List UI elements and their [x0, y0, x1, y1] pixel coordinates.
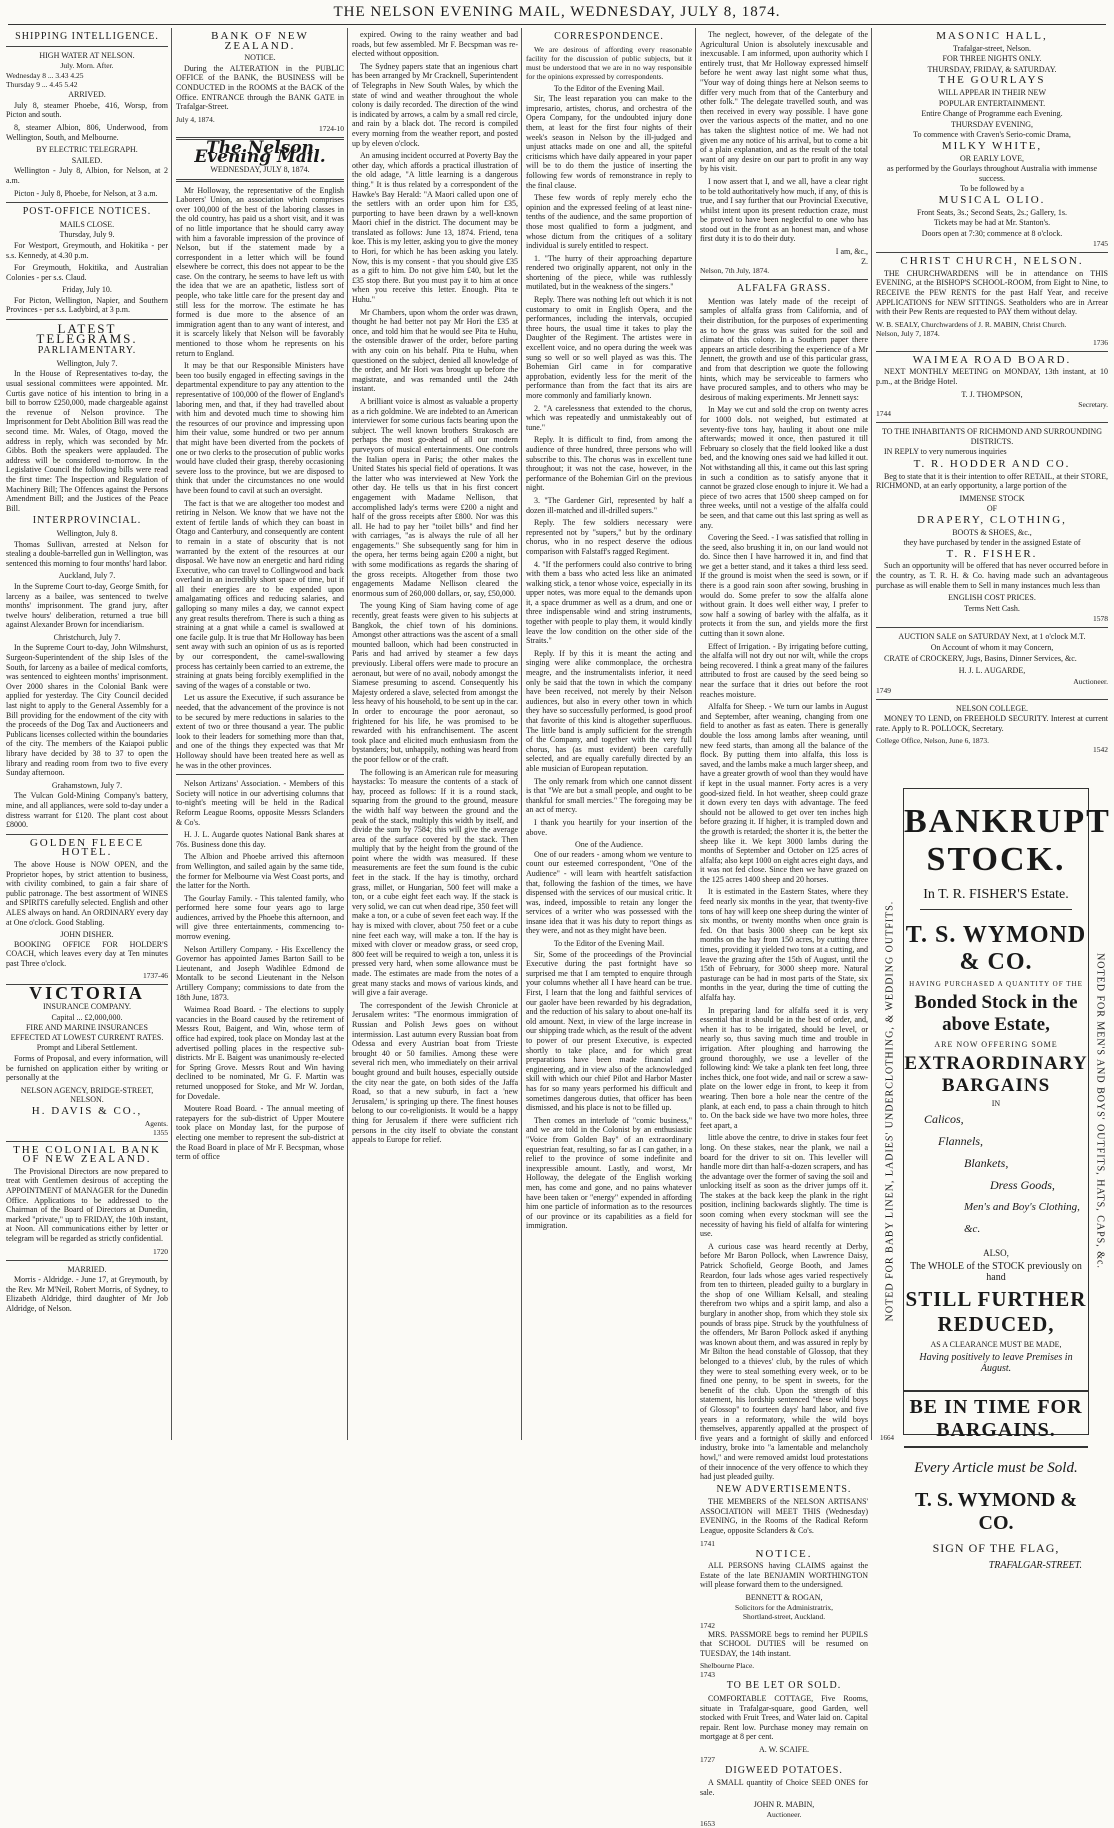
- ad-signature: A. W. SCAIFE.: [758, 1744, 809, 1754]
- paragraph: Morris - Aldridge. - June 17, at Greymouth, by the Rev. Mr M'Neil, Robert Morris, of Sydney, to Elizabeth Aldridge, third daughter of Mr Job Aldridge, of Nelson.: [6, 1275, 168, 1313]
- ad-side-text: NOTED FOR MEN'S AND BOYS' OUTFITS, HATS, CAPS, &c.: [1094, 952, 1106, 1269]
- column-2: [176, 30, 344, 1438]
- paragraph: 4. "If the performers could also contrive to bring with them a bass who acted less like an animated walking stick, a tenor whose voice, especially in its upper notes, was more equal to the demands upon it, a space drummer as well as a drum, and one or three indispensable wind and string instruments, together with people to play them, it would kindly leave the low condition on the other side of the Straits.": [526, 559, 692, 646]
- ad-text: Terms Nett Cash.: [964, 603, 1020, 613]
- ad-signature: JOHN R. MABIN,: [753, 1800, 815, 1810]
- ad-signature: H. DAVIS & CO.,: [31, 1105, 143, 1117]
- letter-address: To the Editor of the Evening Mail.: [553, 83, 665, 93]
- paragraph: little above the centre, to drive in stakes four feet long. On these stakes, near the plank, we nail a board for the driver to sit on. This leveller will handle more dirt than half-a-dozen scrapers, and has the advantage over the former of saving the soil and unlocking itself as soon as the driver jumps off it. The stakes at the back keep the plank in the right position, inclining backwards slightly. The time is soon coming when every stockman will see the necessity of having his field of alfalfa for wintering use.: [700, 1133, 868, 1239]
- subheading: BY ELECTRIC TELEGRAPH.: [36, 145, 138, 155]
- divider: [6, 834, 168, 835]
- paragraph: Reply. There was nothing left out which it is not customary to omit in English Opera, and the performances, including the intervals, occupied three hours, the usual time it takes to play the Daughter of the Regiment. The artistes were in excellent voice, and no opera during the week was sung so well or so well played as was this. The Bohemian Girl came in for comparative approbation, evidently less for the merit of the performance than from the fact that its airs are more commonly and familiarly known.: [526, 295, 692, 400]
- paragraph: The Albion and Phoebe arrived this afternoon from Wellington, and sailed again by the same tide, the former for Melbourne via West Coast ports, and the latter for the North.: [176, 852, 344, 891]
- paragraph: The Sydney papers state that an ingenious chart has been arranged by Mr Cracknell, Superintendent of Telegraphs in New South Wales, by which the state of wind and weather throughout the whole colony is daily recorded. The direction of the wind is indicated by arrows, a calm by a small red circle, and rain by a black dot. The record is compiled every morning from the weather report, and posted up by eleven o'clock.: [352, 61, 518, 148]
- ad-date: Nelson, July 7, 1874.: [876, 328, 940, 338]
- subheading: Thursday, July 9.: [59, 230, 115, 240]
- ad-text: STILL FURTHER REDUCED,: [905, 1287, 1087, 1336]
- paragraph: 8, steamer Albion, 806, Underwood, from Wellington, South, and Melbourne.: [6, 122, 168, 142]
- ad-text: ALL PERSONS having CLAIMS against the Estate of the late BENJAMIN WORTHINGTON will please forward them to the undersigned.: [700, 1561, 868, 1590]
- ad-subtitle: In T. R. FISHER'S Estate.: [923, 887, 1069, 902]
- masthead: THE NELSON EVENING MAIL, WEDNESDAY, JULY 8, 1874.: [333, 4, 781, 20]
- divider: [176, 774, 344, 775]
- ad-signature: BENNETT & ROGAN,: [745, 1593, 823, 1603]
- ad-text: THURSDAY, FRIDAY, & SATURDAY.: [927, 64, 1057, 74]
- editorial-note: We are desirous of affording every reasonable facility for the discussion of public subjects, but it must be understood that we are in no way responsible for the opinions expressed by correspondents.: [526, 44, 692, 81]
- ad-text: During the ALTERATION in the PUBLIC OFFICE of the BANK, the BUSINESS will be CONDUCTED in the ROOMS at the BACK of the Office. ENTRANCE through the BANK GATE in Trafalgar-Street.: [176, 63, 344, 112]
- column-divider: [871, 28, 872, 1440]
- ad-address: TRAFALGAR-STREET.: [988, 1560, 1082, 1571]
- divider: [6, 1141, 168, 1142]
- paragraph: Sir, Some of the proceedings of the Provincial Executive during the past fortnight have so surprised me that I am tempted to enquire through your columns whether all I have heard can be true. First, I learn that the long and faithful services of our gaoler have been rewarded by his degradation, and the reduction of his salary to about one-half its old amount. Next, in view of the large increase in our shipping trade which, as the result of the advent to power of our present Executive, is expected shortly to take place, and for which great preparations have been made financial and engineering, and in view also of the acknowledged skill with which our chief Pilot and Harbor Master has for so many years performed his difficult and sometimes dangerous duties, that officer has been dismissed, and his place is not to be filled up.: [526, 949, 692, 1113]
- paragraph: Mr Holloway, the representative of the English Laborers' Union, an association which comprises over 100,000 of the best of the laboring classes in the old country, has paid us a short visit, and it was of no little importance that he should carry away with him a favorable impression of the province of Nelson, but if the statement made by a correspondent in a letter which will be found elsewhere be correct, this does not appear to be the case. On the contrary, he seems to have left us with the idea that we are an apathetic, listless sort of people, who take little care for the present day and still less for the morrow. The estimate he has formed is due more to the absence of an immigration agent than to any want of interest, and it is scarcely likely that Nelson will be favorably mentioned to those whom he represents on his return to England.: [176, 185, 344, 358]
- divider: [6, 202, 168, 203]
- column-6: [876, 30, 1108, 782]
- paragraph: One of our readers - among whom we venture to count our esteemed correspondent, "One of the Audience" - will learn with heartfelt satisfaction that, following the fashion of the times, we have dispensed with the services of our musical critic. It was, indeed, impossible to retain any longer the services of a writer who was possessed with the insane idea that it was his duty to report things as they were, and not as they might have been.: [526, 849, 692, 936]
- ad-signature: T. J. THOMPSON,: [961, 389, 1023, 399]
- ad-title: DRAPERY, CLOTHING,: [917, 513, 1067, 526]
- paragraph: The following is an American rule for measuring haystacks: To measure the contents of a stack of hay, proceed as follows: If it is a round stack, squaring from the ground to the ground, measure the width half way between the ground and the peak of the stack, multiply this width by itself, and divide the sum by 7584; this will give the average area of the surface covered by the stack. Then multiply that by the height from the ground of the point where the width was measured. If these measurements are feet the sum found is the cubic feet in the stack. If the hay is timothy, orchard grass, millet, or Hungarian, 500 feet will make a ton, or a cube eight feet each way. If the stack is very solid, we can cut when dead ripe, 350 feet will make a ton, or a cube of seven feet each way. If the hay is mixed with clover, about 750 feet or a cube nine feet each way, will make a ton. If the hay is mixed with clover or meadow grass, or seed crop, 800 feet will be required to weigh a ton, unless it is pressed very hard, when some allowance must be made. The estimates are made from the notes of a great many stacks and mows of various kinds, and will give a fair average.: [352, 767, 518, 998]
- ad-text: To be followed by a: [960, 184, 1024, 194]
- ad-text: NELSON AGENCY, BRIDGE-STREET, NELSON.: [20, 1085, 154, 1105]
- section-heading: INTERPROVINCIAL.: [32, 515, 142, 527]
- paragraph: 1. "The hurry of their approaching departure rendered two originally apparent, not only in the shortening of the piece, while was ruthlessly mutilated, but in the weakness of the singers.": [526, 253, 692, 292]
- ad-signature: JOHN DISHER.: [60, 930, 114, 940]
- ad-text: OR EARLY LOVE,: [959, 153, 1024, 163]
- ad-text: THE CHURCHWARDENS will be in attendance on THIS EVENING, at the BISHOP'S SCHOOL-ROOM, from Eight to Nine, to RECEIVE the PEW RENTS for the past Half Year, and receive APPLICATIONS for NEW SITTINGS. Seatholders who are in Arrear with their Pew Rents are requested to PAY them without delay.: [876, 268, 1108, 317]
- ad-text: COMFORTABLE COTTAGE, Five Rooms, situate in Trafalgar-square, good Garden, well stocked with Fruit Trees, and Water laid on. Capital repair. Rent low. Purchase money may remain on mortgage at 8 per cent.: [700, 1694, 868, 1742]
- subheading: MARRIED.: [67, 1264, 107, 1274]
- ad-subtitle: Trafalgar-street, Nelson.: [953, 43, 1031, 53]
- paragraph: The Vulcan Gold-Mining Company's battery, mine, and all appliances, were sold to-day under a distress warrant for £120. The plant cost about £8000.: [6, 791, 168, 830]
- ad-signature: Auctioneer.: [1073, 676, 1108, 686]
- letter-signature: I am, &c.,: [835, 247, 868, 257]
- paragraph: Reply. It is difficult to find, from among the audience of three hundred, three persons who will subscribe to this. The chorus was in excellent tune throughout; it was not the case, however, in the performance of the Bohemian Girl on the previous night.: [526, 435, 692, 493]
- ad-title: CHRIST CHURCH, NELSON.: [900, 255, 1084, 268]
- letter-signature: One of the Audience.: [575, 840, 643, 850]
- ad-number: 1745: [1093, 239, 1108, 249]
- paragraph: Mention was lately made of the receipt of samples of alfalfa grass from California, and of their distribution, for the purposes of experimenting as to how the grass was suited for the soil and climate of this colony. In a Southern paper there appears an article describing the experience of a Mr Jennett, the growth and use of this particular grass, and from that description we quote the following hints, which may be serviceable to farmers who have procured samples, and to others who may be desirous of making experiments. Mr Jennett says:: [700, 296, 868, 402]
- column-3: [352, 30, 518, 1438]
- ad-signature: Solicitors for the Administratrix,: [735, 1602, 833, 1612]
- column-divider: [171, 28, 172, 1440]
- paragraph: In preparing land for alfalfa seed it is very essential that it should be in the best of order, and, when it has to be irrigated, should be level, or nearly so, thus saving much time and trouble in irrigation. After ploughing and harrowing the ground thoroughly, we use a leveller of the following kind: We take a plank ten feet long, three inches thick, one foot wide, and nail or screw a saw-plate on the lower edge in front, to keep it from wearing. Then bore a hole near the centre of the plank, at each end, to pass a chain through to hitch to. On the back side we have two more holes, three feet apart, a: [700, 1005, 868, 1130]
- section-heading: ALFALFA GRASS.: [736, 283, 832, 295]
- ad-title: VICTORIA: [29, 983, 145, 1004]
- paragraph: For Greymouth, Hokitika, and Australian Colonies - per s.s. Claud.: [6, 263, 168, 282]
- ad-number: 1724-10: [319, 123, 344, 133]
- ad-title: AUCTION SALE on SATURDAY Next, at 1 o'clock M.T.: [898, 632, 1086, 642]
- ad-headline: BANKRUPT STOCK.: [904, 803, 1111, 878]
- ad-text: Forms of Proposal, and every information, will be furnished on application either by writing or personally at the: [6, 1054, 168, 1083]
- ad-text: Front Seats, 3s.; Second Seats, 2s.; Gallery, 1s.: [917, 207, 1067, 217]
- paragraph: Alfalfa for Sheep. - We turn our lambs in August and September, after weaning, changing from one field to another as fast as eaten. There is generally double the loss among lambs after weaning, until new feed starts, than among all the balance of the flock. By putting them into alfalfa, this loss is saved, and the lambs make a much larger sheep, and have a greater growth of wool than they would have if kept in the usual manner. Forty acres is a very good-sized field. In hot weather, sheep could graze it down every ten days with advantage. The feed should not be allowed to get over ten inches high before grazing it. If higher, it is trampled down and the growth is retarded; the shorter it is, the better the sheep like it. We kept 3000 lambs during the months of September and October on 125 acres of alfalfa; also kept 1000 on eight acres eight days, and it was not fed close. Since then we have grazed on the 125 acres 1400 sheep and 20 horses.: [700, 702, 868, 884]
- paragraph: 3. "The Gardener Girl, represented by half a dozen ill-matched and ill-drilled supers.": [526, 495, 692, 515]
- divider: [876, 422, 1108, 423]
- paragraph: Effect of Irrigation. - By irrigating before cutting, the alfalfa will not dry out nor wilt, while the crops being recovered. I think a great many of the failures attributed to frost are caused by the seed being so near the surface that it dries out before the root reaches moisture.: [700, 641, 868, 699]
- ad-title: NOTICE.: [755, 1547, 813, 1560]
- ad-text: ARE NOW OFFERING SOME: [934, 1040, 1058, 1049]
- paragraph: In May we cut and sold the crop on twenty acres for 1000 dols. not weighed, but estimated at seventy-five tons hay, hauling it about one mile afterwards; mowed it once, then pastured it till February so closely that the field looked like a dust bed, and the knowing ones said we had killed it out. Not withstanding all this, it came out this last spring in such a condition as to satisfy anyone that it cannot be grazed close enough to injure it. We had a piece of two acres that 1500 sheep camped on for three weeks, until not a vestige of the alfalfa could be seen, and that came out this last spring as well as any.: [700, 405, 868, 530]
- paragraph: For Picton, Wellington, Napier, and Southern Provinces - per s.s. Ladybird, at 3 p.m.: [6, 295, 168, 315]
- ad-number: 1355: [153, 1127, 168, 1137]
- ad-text: To commence with Craven's Serio-comic Drama,: [913, 130, 1071, 140]
- letter-date: Nelson, 7th July, 1874.: [700, 266, 770, 276]
- ad-signature: Agents.: [144, 1118, 168, 1128]
- ad-text: EXTRAORDINARY BARGAINS: [904, 1053, 1088, 1096]
- ad-list-item: Blankets,: [964, 1156, 1009, 1170]
- section-heading: POST-OFFICE NOTICES.: [22, 206, 152, 218]
- paragraph: An amusing incident occurred at Poverty Bay the other day, which affords a practical illustration of the old adage, "A little learning is a dangerous thing." It is thus related by a correspondent of the Hawke's Bay Herald: "A Maori called upon one of the settlers with an order upon him for £35, purporting to have been drawn by a well-known Maori chief in the district. The document may be translated as follows: June 13, 1874. Friend, tena koe. This is my letter, asking you to give the money to Hori, for which he has been asking you lately. Now, this is my consent - that you should give £35 as a gift to him. Do not give him £40, but let the £35 stop there. But you must pay it to him at once when you receive this letter. Enough. Pita te Huhu.": [352, 151, 518, 305]
- paragraph: July 8, steamer Phoebe, 416, Worsp, from Picton and south.: [6, 100, 168, 120]
- divider: [876, 699, 1108, 700]
- ad-number: 1664: [880, 1434, 894, 1442]
- ad-text: The Provisional Directors are now prepared to treat with Gentlemen desirous of accepting the APPOINTMENT of MANAGER for the Dunedin Office. Applications to be addressed to the Chairman of the Board of Directors at Dunedin, marked "private," up to FRIDAY, the 10th instant, at Noon. All communications either by letter or telegram will be regarded as strictly confidential.: [6, 1166, 168, 1243]
- ad-text: IN: [991, 1099, 1001, 1108]
- ad-number: 1727: [700, 1754, 715, 1764]
- ad-title: THE GOURLAYS: [938, 74, 1046, 87]
- ad-title: WAIMEA ROAD BOARD.: [912, 353, 1072, 366]
- ad-text: FOR THREE NIGHTS ONLY.: [942, 54, 1042, 64]
- ad-text: HAVING PURCHASED A QUANTITY OF THE: [909, 980, 1083, 988]
- ad-number: 1742: [700, 1620, 715, 1630]
- tide-row: Wednesday 8 ... 3.43 4.25: [6, 71, 84, 81]
- divider: [6, 319, 168, 320]
- section-heading: SHIPPING INTELLIGENCE.: [15, 31, 159, 42]
- ad-text: WILL APPEAR IN THEIR NEW: [938, 87, 1046, 97]
- paragraph: It may be that our Responsible Ministers have been too busily engaged in effecting savings in the departmental expenditure to pay any attention to the representative of 100,000 of the flower of England's laboring men, and that, if they had travelled about with him and devoted much time to showing him the resources of our province and impressing upon him their value, some hundred or two per annum that might have been diverted from the pockets of one or two clerks to the prosecution of public works would have cluded their grasp, thereby occasioning severe loss to the province, but we are disposed to think that under the circumstances no one would have been found to cavil at such an oversight.: [176, 361, 344, 495]
- ad-title: MUSICAL OLIO.: [938, 193, 1046, 206]
- ad-title: TO BE LET OR SOLD.: [726, 1680, 842, 1692]
- section-heading: NEW ADVERTISEMENTS.: [716, 1483, 852, 1495]
- paragraph: Mr Chambers, upon whom the order was drawn, thought he had better not pay Mr Hori the £35 at once, and told him that he would see Pita te Huhu, the ostensible drawer of the order, before parting with any coin on his behalf. Pita te Huhu, when questioned on the subject, denied all knowledge of the order, and Mr Hori was brought up before the magistrate, and was remanded until the 24th instant.: [352, 307, 518, 394]
- ad-text: MRS. PASSMORE begs to remind her PUPILS that SCHOOL DUTIES will be resumed on TUESDAY, the 14th instant.: [700, 1629, 868, 1658]
- paragraph: Reply. The few soldiers necessary were represented not by "supers," but by the ordinary chorus, who in no respect deserve the odious comparison with Falstaff's ragged Regiment.: [526, 518, 692, 556]
- ad-text: Beg to state that it is their intention to offer RETAIL, at their STORE, RICHMOND, at an early opportunity, a large portion of the: [876, 471, 1108, 491]
- ad-text: as performed by the Gourlays throughout Australia with immense success.: [886, 164, 1098, 183]
- ad-text: Shelbourne Place.: [700, 1661, 755, 1671]
- divider: [6, 46, 168, 47]
- column-divider: [695, 28, 696, 1440]
- ad-text: SIGN OF THE FLAG,: [932, 1541, 1060, 1555]
- ad-list-item: Flannels,: [938, 1134, 983, 1148]
- ad-text: IN REPLY to very numerous inquiries: [884, 447, 1007, 457]
- masthead-rule: [8, 24, 1106, 25]
- ad-number: 1653: [700, 1818, 715, 1828]
- ad-text: The above House is NOW OPEN, and the Proprietor hopes, by strict attention to business, with civility combined, to gain a fair share of public patronage. The best assortment of WINES and SPIRITS carefully selected. English and other ALES always on hand. An ORDINARY every day at One o'clock. Good Stabling.: [6, 859, 168, 927]
- ad-signature: Auctioneer.: [766, 1809, 802, 1819]
- ad-text: Every Article must be Sold.: [914, 1460, 1078, 1476]
- ad-text: IMMENSE STOCK: [959, 493, 1025, 503]
- ad-text: THE MEMBERS of the NELSON ARTISANS' ASSOCIATION will MEET THIS (Wednesday) EVENING, in the Rooms of the Radical Reform League, opposite Sclanders & Co's.: [700, 1497, 868, 1536]
- paragraph: Picton - July 8, Phoebe, for Nelson, at 3 a.m.: [14, 188, 158, 198]
- ad-firm: T. S. WYMOND & CO.: [905, 922, 1087, 975]
- paragraph: The young King of Siam having come of age recently, great feasts were given to his subjects at Bangkok, the chief town of his dominions. Amongst other attractions was the ascent of a small mounted balloon, which had been constructed in Paris and had arrived by steamer a few days previously. Liberal offers were made to procure an aeronaut, but were of no avail, nobody amongst the Siamese presuming to ascend. Consequently his Majesty ordered a slave, selected from amongst the less heavy of his household, to be sent up in the car. In order to encourage the poor aeronaut, so frightened for his life, he was promised to be rewarded with his enfranchisement. The ascent took place and elicited much enthusiasm from the bystanders; but, unhappily, nothing was heard from the poor fellow or of the craft.: [352, 601, 518, 764]
- ad-text: OF: [986, 504, 998, 514]
- divider: [920, 909, 1072, 910]
- divider: [6, 1260, 168, 1261]
- paragraph: A curious case was heard recently at Derby, before Mr Baron Pollock, when Lawrence Daisy, Patrick Schofield, George Booth, and James Reardon, four lads whose ages varied respectively from ten to thirteen, pleaded guilty to a burglary in the shop of one William Kelsall, and stealing therefrom two whips and a spirit lamp, and also a burglary in another shop, from which they stole six pounds of brass pipe. Struck by the youthfulness of the offenders, Mr Baron Pollock asked if anything was known about them, and was assured in reply by Mr Bilton the head constable of Glossop, that they belonged to a thieves' club, by the rules of which they were to steal something every week, or to be fined one penny, to be spent in sweets, for the benefit of the club. Upon the strength of this statement, his lordship sentenced "these wild boys of Glossop" to fourteen days' hard labor, and five years in a reformatory, while the wild boys themselves, apparently appalled at the prospect of five years and a fortnight of skilly and enforced industry, broke into "a lamentable and melancholy howl," and were removed amidst loud protestations of their innocence of the very offence to which they had just pleaded guilty.: [700, 1241, 868, 1482]
- dateline: Christchurch, July 7.: [53, 632, 121, 642]
- paragraph: The correspondent of the Jewish Chronicle at Jerusalem writes: "The enormous immigration of Russian and Polish Jews goes on without intermission. Last autumn every Russian boat from Odessa and every Austrian boat from Trieste brought 40 or 50 families. Among these were several rich men, who immediately on their arrival bought ground and built houses, especially outside the city near the gate, on both sides of the Jaffa Road, so that a new suburb, in fact a 'new Jerusalem,' is springing up there. The finest houses belong to our co-religionists. It would be a happy thing for Jerusalem if there were sufficient rich persons in the city itself to obviate the constant appeals to Europe for relief.: [352, 1000, 518, 1145]
- paragraph: I thank you heartily for your insertion of the above.: [526, 817, 692, 837]
- section-heading: LATEST TELEGRAMS.: [36, 321, 138, 346]
- ad-signature: Secretary.: [1078, 400, 1108, 410]
- ad-number: 1736: [1093, 337, 1108, 347]
- ad-side-text: NOTED FOR BABY LINEN, LADIES' UNDERCLOTHING, & WEDDING OUTFITS.: [884, 900, 896, 1321]
- ad-number: 1542: [1093, 745, 1108, 755]
- dateline: Wellington, July 8.: [56, 528, 118, 538]
- letter-address: To the Editor of the Evening Mail.: [553, 939, 665, 949]
- ad-text: they have purchased by tender in the assigned Estate of: [903, 538, 1081, 548]
- ad-text: Having positively to leave Premises in August.: [919, 1352, 1073, 1374]
- paragraph: In the House of Representatives to-day, the usual sessional committees were appointed. Mr. Curtis gave notice of his intention to bring in a bill to borrow £250,000, made chargeable against the revenue of Nelson province. The Imprisonment for Debt Abolition Bill was read the second time. Mr. Wales, of Otago, moved the address in reply, which was seconded by Mr. Gibbs. Both the speakers were applauded. The address will be considered to-morrow. In the Legislative Council the following bills were read the first time: The Inspection and Regulation of Machinery Bill; The Offences against the Persons Amendment Bill; and the Justices of the Peace Bill.: [6, 369, 168, 513]
- ad-text: BOOKING OFFICE FOR HOLDER'S COACH, which leaves every day at Ten minutes past Three o'clock.: [6, 939, 168, 968]
- dateline: Wellington, July 7.: [56, 358, 118, 368]
- ad-list-item: Calicos,: [924, 1112, 964, 1126]
- ad-text: On Account of whom it may Concern,: [930, 642, 1054, 652]
- section-heading: CORRESPONDENCE.: [554, 31, 664, 42]
- ad-title: BANK OF NEW ZEALAND.: [211, 30, 309, 52]
- ad-title: GOLDEN FLEECE HOTEL.: [29, 836, 145, 859]
- subheading: SAILED.: [71, 155, 103, 165]
- paragraph: Nelson Artillery Company. - His Excellency the Governor has appointed James Barton Saill to be Lieutenant, and Joseph Wadihlee Edmond de Montalk to be second Lieutenant in the Nelson Artillery Company; commissions to date from the 18th June, 1873.: [176, 944, 344, 1002]
- paragraph: H. J. L. Augarde quotes National Bank shares at 76s. Business done this day.: [176, 830, 344, 849]
- paragraph: In the Supreme Court to-day, George Smith, for larceny as a bailee, was sentenced to twelve months' imprisonment. The grand jury, after twelve hours' deliberation, returned a true bill against Alexander Brown for incendiarism.: [6, 581, 168, 630]
- ad-text: Bonded Stock in the above Estate,: [914, 992, 1078, 1035]
- paragraph: Waimea Road Board. - The elections to supply vacancies in the Board caused by the retirement of Messrs Rout, Baigent, and Win, whose term of office had expired, took place on Monday last at the advertised polling places in the respective sub-districts. Mr E. Baigent was unanimously re-elected for Spring Grove. Messrs Rout and Win having declined to be nominated, Mr G. F. Martin was returned unopposed for Stoke, and Mr W. Jordan, for Dovedale.: [176, 1005, 344, 1101]
- subheading: MAILS CLOSE.: [59, 219, 115, 229]
- ad-text: Prompt and Liberal Settlement.: [36, 1043, 138, 1053]
- ad-number: 1737-46: [143, 971, 168, 981]
- ad-text: BOOTS & SHOES, &c.,: [952, 527, 1032, 537]
- ad-date: College Office, Nelson, June 6, 1873.: [876, 736, 989, 746]
- ad-text: POPULAR ENTERTAINMENT.: [938, 98, 1046, 108]
- paragraph: The Gourlay Family. - This talented family, who performed here some four years ago to large audiences, arrived by the Phoebe this afternoon, and will give three entertainments, commencing to-morrow evening.: [176, 893, 344, 942]
- ad-title: NELSON COLLEGE.: [956, 703, 1028, 713]
- tide-row: Thursday 9 ... 4.45 5.42: [6, 80, 78, 90]
- ad-title: T. R. FISHER.: [946, 547, 1038, 560]
- column-1: [6, 30, 168, 1438]
- ad-text: Such an opportunity will be offered that has never occurred before in the country, as T. R. H. & Co. having made such an advantageous purchase as will enable them to Sell in many instances much less than: [876, 561, 1108, 590]
- paragraph: It is estimated in the Eastern States, where they feed nearly six months in the year, that twenty-five tons of hay will keep one sheep during the winter of six months, or twenty months when once grain is fed. On that basis 3000 sheep can be kept six months on the hay from 150 acres, by cutting three times, providing it yielded two tons at a cutting, and leave the grazing after the 15th of August, until the 15th of February, for 3000 sheep more. Natural pasturage can be had in most parts of the State, six months in the year, during the time of cutting the alfalfa hay.: [700, 887, 868, 1002]
- ad-list-item: Dress Goods,: [990, 1178, 1055, 1192]
- ad-signature: W. B. SEALY, Churchwardens of J. R. MABIN, Christ Church.: [876, 319, 1067, 329]
- ad-number: 1578: [1093, 614, 1108, 624]
- paragraph: These few words of reply merely echo the opinion and the expressed feeling of at least nine-tenths of the audience, and the same proportion of those most qualified to form a judgment, and whose dictum from the critiques of a solitary individual is surely entitled to respect.: [526, 193, 692, 251]
- ad-title: THE COLONIAL BANK OF NEW ZEALAND.: [13, 1143, 161, 1166]
- ad-number: 1743: [700, 1670, 715, 1680]
- column-5: [700, 30, 868, 1828]
- paragraph: In the Supreme Court to-day, John Wilmshurst, Surgeon-Superintendent of the ship Isles of the South, for larceny as a bailee of medical comforts, was sentenced to eighteen months' imprisonment. Over 2000 shares in the Colonial Bank were applied for yesterday. The City Council decided last night to apply to the General Assembly for a Bill providing for the endowment of the city with the proceeds of the Dog Tax and Auctioneers and Publicans licenses collected within the boundaries of the city. The members of the Kaiapoi public library have decided by 38 to 37 to open the library and reading room from two to five every Sunday afternoon.: [6, 643, 168, 778]
- ad-date: July 4, 1874.: [176, 114, 215, 124]
- divider: [876, 351, 1108, 352]
- ad-title: MASONIC HALL,: [936, 30, 1048, 42]
- ad-text: Tickets may be had at Mr. Stanton's.: [933, 218, 1051, 228]
- paragraph: A brilliant voice is almost as valuable a property as a rich goldmine. We are indebted to an American interviewer for some curious facts bearing upon the subject. The well known brothers Strakosch are perhaps the most go-ahead of all our modern purveyors of musical entertainments. One controls the Italian opera in Paris; the other makes the United States his special field of operations. It was the latter who was interviewed at New York the other day. He tells us that in his first concert engagement with Madame Nellison, that accomplished lady's terms were £200 a night and half of the gross receipts after £800. Nor was this all. He had to pay her "toilet bills" and find her with carriages, "as is always the rule of all her engagements." She subsequently sang for him in the opera, her terms being again £200 a night, but with some modifications as regards the sharing of the gross receipts. Altogether from those two engagements Madame Nellison cleared the enormous sum of 260,000 dollars, or, say, £50,000.: [352, 396, 518, 598]
- letter-signature: Z.: [861, 256, 868, 266]
- tide-header: July. Morn. After.: [60, 61, 114, 71]
- ad-text: Entire Change of Programme each Evening.: [921, 109, 1063, 119]
- ad-number: 1749: [876, 685, 891, 695]
- subheading: HIGH WATER AT NELSON.: [39, 50, 135, 60]
- paragraph: I now assert that I, and we all, have a clear right to be told authoritatively how much, if any, of this is true, and I say further that our Provincial Executive, whilst intent upon its present reduction craze, must be proved to have been neglectful to one who has stood out in the front as an honest man, and whose first duty it is to do their duty.: [700, 176, 868, 244]
- section-heading: PARLIAMENTARY.: [37, 345, 137, 357]
- ad-text: ENGLISH COST PRICES.: [948, 593, 1036, 603]
- divider: [876, 252, 1108, 253]
- paper-title: The Nelson Evening Mail.: [194, 137, 326, 168]
- ad-list-item: Men's and Boy's Clothing, &c.: [964, 1201, 1080, 1235]
- paragraph: Thomas Sullivan, arrested at Nelson for stealing a double-barrelled gun in Wellington, was sentenced this morning to four months' hard labor.: [6, 539, 168, 568]
- paragraph: Let us assure the Executive, if such assurance be needed, that the advancement of the province is not to be secured by mere reductions in salaries to the extent of two or three thousand a year. The public look to their leaders for something more than that, and one of the things they expected was that Mr Holloway should have been treated here as well as he was in the other provinces.: [176, 693, 344, 770]
- ad-firm: T. S. WYMOND & CO.: [914, 1489, 1078, 1534]
- dateline: Auckland, July 7.: [58, 571, 116, 581]
- ad-title: MILKY WHITE,: [941, 139, 1043, 152]
- paragraph: For Westport, Greymouth, and Hokitika - per s.s. Kennedy, at 4.30 p.m.: [6, 240, 168, 260]
- paragraph: expired. Owing to the rainy weather and bad roads, but few assembled. Mr F. Becspman was re-elected without opposition.: [352, 30, 518, 59]
- ad-text: THURSDAY EVENING,: [950, 119, 1034, 129]
- ad-text: Doors open at 7:30; commence at 8 o'clock.: [921, 228, 1063, 238]
- subheading: ARRIVED.: [68, 90, 106, 100]
- column-divider: [521, 28, 522, 1440]
- ad-side-banner: [1090, 788, 1110, 1433]
- dateline: Grahamstown, July 7.: [51, 780, 123, 790]
- subheading: Friday, July 10.: [62, 285, 112, 295]
- paragraph: The neglect, however, of the delegate of the Agricultural Union is absolutely inexcusable and inexcusable. I am informed, upon authority which I entirely trust, that Mr Holloway expressed himself before he went away last night some what thus, "Your way of doing things here at Nelson seems to differ very much from that of the Canterbury and other folk." The delegate travelled south, and was then received in every way possible. I have gone over the various aspects of the matter, and no one has taken the slightest notice of me. We had not given me any notice of his arrival, but to come a bit of a plain explanation, and as the result of the total want of any desire on our part to profit in any way by his visit.: [700, 30, 868, 174]
- paragraph: Reply. If by this it is meant the acting and singing were alike commonplace, the orchestra meagre, and the instrumentalists inferior, it need only be said that the town in which the company have been received, not merely by their Nelson audiences, but also in every other town in which they have so successfully performed, is good proof that favorite of this kind is altogether superfluous. The little band is amply sufficient for the strength of the Company, and together with the very full chorus, has (as must evident) been carefully selected, and are equally carefully directed by an able musician of European reputation.: [526, 648, 692, 773]
- paragraph: Covering the Seed. - I was satisfied that rolling in the seed, also brushing it in, on our land would not do. Since then I have harrowed it in, and find that we get a better stand, and it takes a third less seed. If the ground is moist when the seed is sown, or if there is a good rain soon after sowing, brushing in would do. Some prefer to sow the alfalfa alone without grain. It does well either way, I prefer to sow half a sowing of barley with the alfalfa, as it protects it from the sun, and yields more the first cutting than it sown alone.: [700, 533, 868, 639]
- ad-text: CRATE of CROCKERY, Jugs, Basins, Dinner Services, &c.: [884, 653, 1077, 663]
- column-divider: [347, 28, 348, 1440]
- ad-text: FIRE AND MARINE INSURANCES EFFECTED AT LOWEST CURRENT RATES.: [10, 1023, 164, 1042]
- paragraph: The only remark from which one cannot dissent is that "We are but a small people, and ought to be thankful for small mercies." The foregoing may be an act of mercy.: [526, 776, 692, 815]
- ad-title: DIGWEED POTATOES.: [725, 1764, 843, 1776]
- ad-text: ALSO,: [983, 1248, 1009, 1258]
- divider: [700, 279, 868, 280]
- paragraph: Nelson Artizans' Association. - Members of this Society will notice in our advertising columns that to-night's meeting will be held in the Radical Reform League Rooms, opposite Messrs Sclanders & Co's.: [176, 779, 344, 827]
- paper-date: WEDNESDAY, JULY 8, 1874.: [210, 164, 310, 174]
- ad-title: TO THE INHABITANTS OF RICHMOND AND SURROUNDING DISTRICTS.: [882, 427, 1102, 446]
- paragraph: Sir, The least reparation you can make to the impresario, artistes, chorus, and orchestra of the Opera Company, for the undoubted injury done them, at least for the first four nights of their week's season in Nelson by the ill-judged and unjust attacks made on one and all, the spiteful criticisms which have daily appeared in your paper will be to do them the justice of inserting the following few words of remonstrance in reply to the final clause.: [526, 94, 692, 190]
- ad-signature: Shortland-street, Auckland.: [742, 1611, 826, 1621]
- divider: [176, 179, 344, 182]
- ad-subtitle: NOTICE.: [244, 53, 276, 63]
- ad-number: 1744: [876, 409, 891, 419]
- ad-subtitle: INSURANCE COMPANY.: [42, 1002, 132, 1012]
- ad-headline: BE IN TIME FOR BARGAINS.: [904, 1390, 1088, 1448]
- ad-number: 1720: [153, 1246, 168, 1256]
- ad-text: The WHOLE of the STOCK previously on hand: [910, 1261, 1082, 1283]
- ad-signature: H. J. L. AUGARDE,: [958, 666, 1026, 676]
- ad-text: A SMALL quantity of Choice SEED ONES for sale.: [700, 1778, 868, 1797]
- ad-number: 1741: [700, 1538, 715, 1548]
- column-4: [526, 30, 692, 1438]
- paragraph: Wellington - July 8, Albion, for Nelson, at 2 a.m.: [6, 166, 168, 185]
- ad-title: T. R. HODDER AND CO.: [913, 458, 1071, 470]
- paragraph: The fact is that we are altogether too modest and retiring in Nelson. We know that we have not the extent of fertile lands of which they can boast in Otago and Canterbury, and consequently are content to remain in a state of obscurity that is not warranted by the extent of the resources at our disposal. We have now an energetic and hard riding Executive, who can travel to Collingwood and back overland in an incredibly short space of time, but if all their energies are to be expended upon amalgamating offices and reducing salaries, and galloping so many miles a day, we cannot expect any great results therefrom. There is such a thing as straining at a gnat while a camel is swallowed at one facile gulp. It is true that Mr Holloway has been sent away with such an opinion of us as is reported by our correspondent, the camel-swallowing process has certainly been carried to an extreme, the straining at gnats being forcibly exemplified in the saving of the wages of a constable or two.: [176, 498, 344, 690]
- divider: [876, 627, 1108, 628]
- ad-text: AS A CLEARANCE MUST BE MADE,: [930, 1340, 1062, 1349]
- ad-side-banner: [880, 788, 900, 1433]
- paragraph: Then comes an interlude of "comic business," and we are told in the Colonist by an enthusiastic "Voice from Golden Bay" of an extraordinary equestrian feat, resulting, so far as I can gather, in a relief to the province of some indefinite and inexpressible amount. Lastly, and worst, Mr Holloway, the delegate of the English working men, has come and gone, and no pains whatever have been taken or "energy" expended in affording him one particle of information as to the resources of our province or its capabilities as a field for immigration.: [526, 1115, 692, 1231]
- paragraph: Moutere Road Board. - The annual meeting of ratepayers for the sub-district of Upper Moutere took place on Monday last, for the purpose of electing one member to represent the sub-district at the Road Board in place of Mr F. Becspman, whose term of office: [176, 1104, 344, 1162]
- ad-text: NEXT MONTHLY MEETING on MONDAY, 13th instant, at 10 p.m., at the Bridge Hotel.: [876, 367, 1108, 387]
- paragraph: 2. "A carelessness that extended to the chorus, which was repeatedly and unmistakeably out of tune.": [526, 403, 692, 432]
- ad-text: Capital ... £2,000,000.: [51, 1012, 123, 1022]
- ad-text: MONEY TO LEND, on FREEHOLD SECURITY. Interest at current rate. Apply to R. POLLOCK, Secretary.: [876, 714, 1108, 733]
